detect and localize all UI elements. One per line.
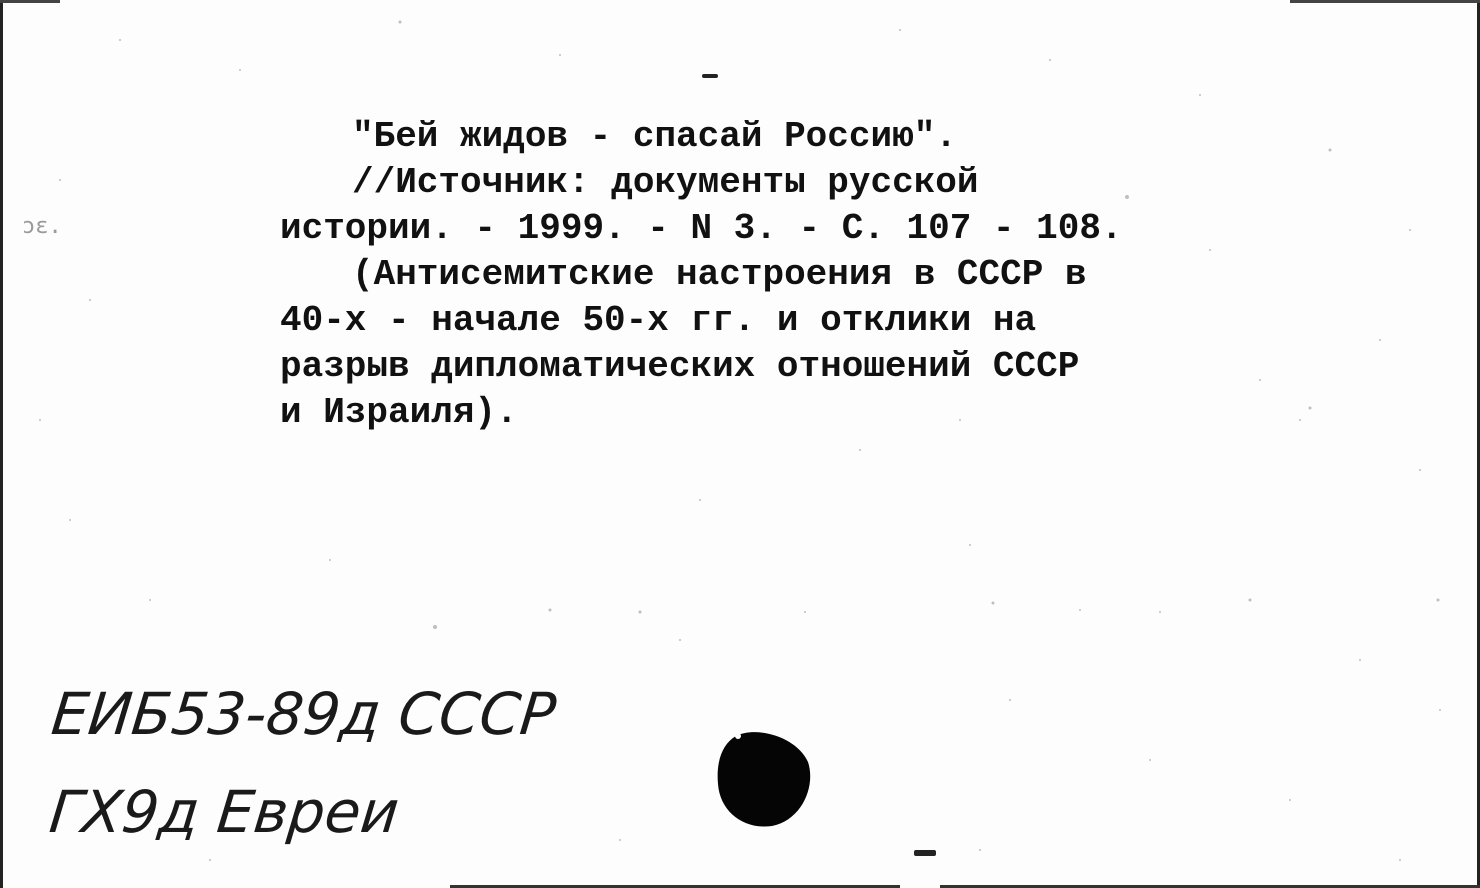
ink-mark-top bbox=[702, 74, 718, 78]
punch-hole bbox=[716, 728, 812, 828]
card-text-line-6: разрыв дипломатических отношений СССР bbox=[280, 346, 1080, 387]
card-text-line-5: 40-х - начале 50-х гг. и отклики на bbox=[280, 300, 1037, 341]
margin-mark: ɔɛ. bbox=[22, 214, 62, 239]
ink-mark-bottom bbox=[914, 850, 936, 856]
card-text-line-3: истории. - 1999. - N 3. - С. 107 - 108. bbox=[280, 208, 1123, 249]
handwritten-shelfmark-2: ГХ9д Евреи bbox=[46, 778, 403, 846]
handwritten-shelfmark-1: EИБ53-89д СССР bbox=[48, 680, 559, 748]
card-text-line-1: "Бей жидов - спасай Россию". bbox=[352, 116, 957, 157]
card-text-line-7: и Израиля). bbox=[280, 392, 518, 433]
card-text-line-4: (Антисемитские настроения в СССР в bbox=[352, 254, 1087, 295]
card-text-line-2: //Источник: документы русской bbox=[352, 162, 979, 203]
